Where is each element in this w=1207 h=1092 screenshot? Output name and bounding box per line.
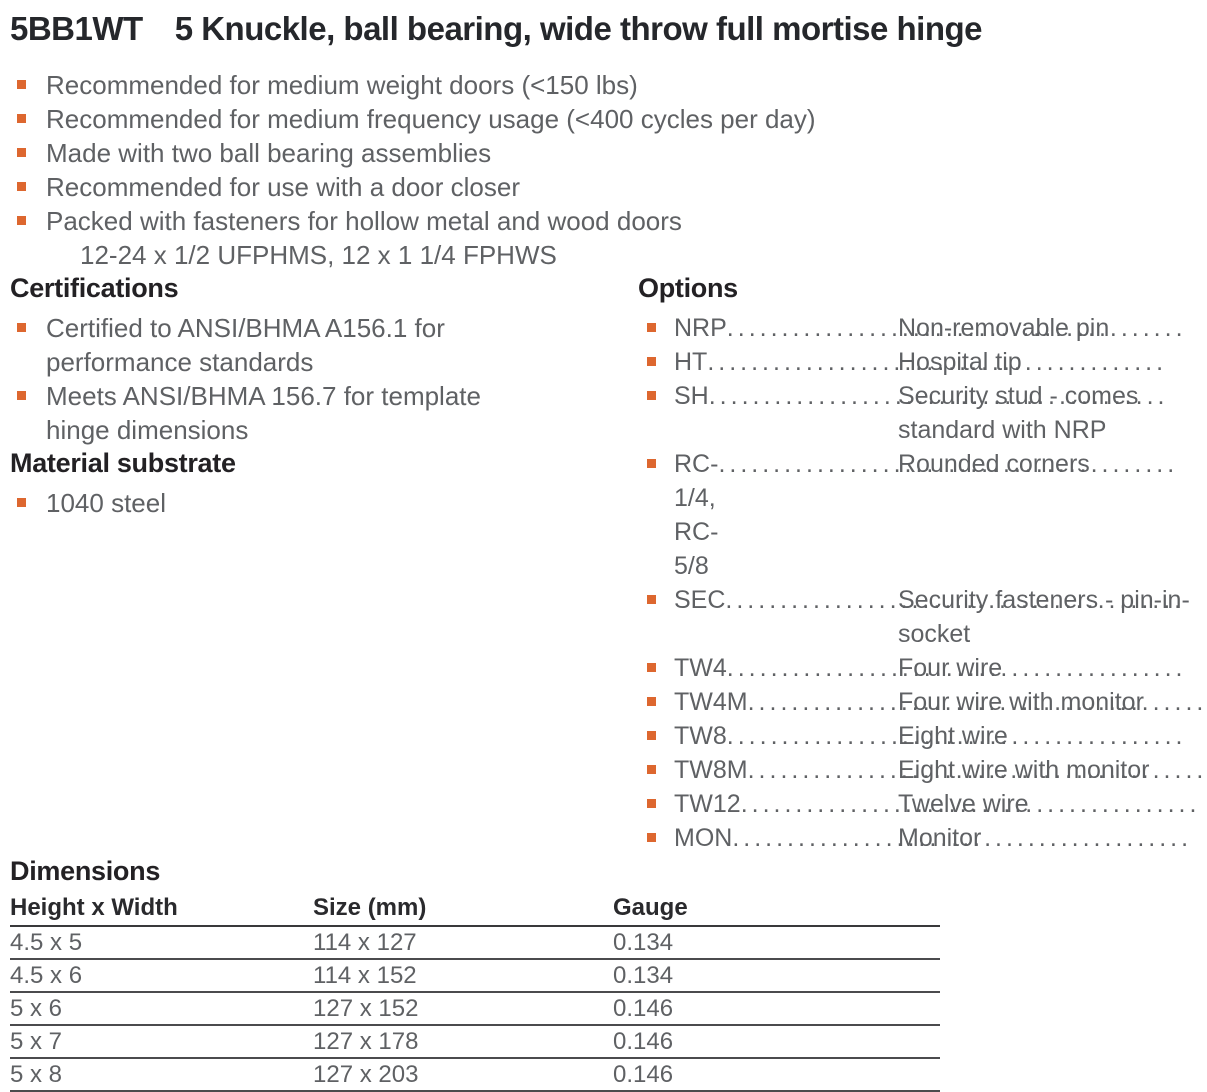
table-cell: 0.146 xyxy=(613,992,940,1025)
bullet-square-icon xyxy=(647,391,656,400)
material-text: 1040 steel xyxy=(46,488,166,518)
table-cell: 0.134 xyxy=(613,926,940,959)
option-description: Monitor xyxy=(898,824,982,852)
feature-text: Recommended for medium frequency usage (<400 cycles per day) xyxy=(46,104,816,134)
feature-text: Made with two ball bearing assemblies xyxy=(46,138,492,168)
option-description: Non-removable pin xyxy=(898,314,1110,342)
material-list xyxy=(10,486,638,520)
bullet-square-icon xyxy=(647,357,656,366)
bullet-square-icon xyxy=(17,182,26,191)
table-cell: 5 x 7 xyxy=(10,1025,313,1058)
option-description: Rounded corners xyxy=(898,450,1090,478)
option-row xyxy=(638,311,1203,345)
bullet-square-icon xyxy=(647,799,656,808)
bullet-square-icon xyxy=(17,216,26,225)
feature-text: Packed with fasteners for hollow metal and wood doors xyxy=(46,206,682,236)
table-header-row xyxy=(10,894,940,926)
option-row xyxy=(638,651,1203,685)
table-row xyxy=(10,992,940,1025)
list-item xyxy=(10,379,638,447)
feature-text: Recommended for use with a door closer xyxy=(46,172,521,202)
table-cell: 5 x 6 xyxy=(10,992,313,1025)
product-name: 5 Knuckle, ball bearing, wide throw full mortise hinge xyxy=(174,10,982,47)
table-cell: 127 x 178 xyxy=(313,1025,613,1058)
bullet-square-icon xyxy=(17,80,26,89)
bullet-square-icon xyxy=(17,498,26,507)
option-description: Four wire with monitor xyxy=(898,688,1144,716)
table-cell: 5 x 8 xyxy=(10,1058,313,1091)
list-item xyxy=(10,170,1200,204)
option-description: Security stud - comes standard with NRP xyxy=(898,382,1139,444)
option-description: Twelve wire xyxy=(898,790,1029,818)
table-row xyxy=(10,926,940,959)
option-code: RC-1/4, RC-5/8 xyxy=(674,450,719,580)
options-heading: Options xyxy=(638,273,738,303)
feature-list xyxy=(10,68,1200,272)
bullet-square-icon xyxy=(17,114,26,123)
option-row xyxy=(638,753,1203,787)
option-description: Eight wire with monitor xyxy=(898,756,1150,784)
option-description: Four wire xyxy=(898,654,1003,682)
bullet-square-icon xyxy=(647,833,656,842)
table-cell: 114 x 152 xyxy=(313,959,613,992)
list-item xyxy=(10,136,1200,170)
options-column xyxy=(638,272,1203,855)
option-code: MON xyxy=(674,824,733,852)
option-code: HT xyxy=(674,348,708,376)
list-item xyxy=(10,204,1200,238)
option-code: TW4 xyxy=(674,654,727,682)
certifications-heading: Certifications xyxy=(10,273,179,303)
dimensions-heading: Dimensions xyxy=(10,856,161,886)
bullet-square-icon xyxy=(647,459,656,468)
dimensions-table xyxy=(10,894,940,1092)
option-row xyxy=(638,345,1203,379)
certification-text: Certified to ANSI/BHMA A156.1 for performance standards xyxy=(46,313,445,377)
column-header: Size (mm) xyxy=(313,894,613,926)
option-code: TW12 xyxy=(674,790,741,818)
bullet-square-icon xyxy=(17,148,26,157)
material-heading: Material substrate xyxy=(10,448,236,478)
column-header: Gauge xyxy=(613,894,940,926)
certifications-list xyxy=(10,311,638,447)
bullet-square-icon xyxy=(647,595,656,604)
option-code: TW4M xyxy=(674,688,748,716)
bullet-square-icon xyxy=(647,765,656,774)
options-list xyxy=(638,311,1203,855)
feature-subtext: 12-24 x 1/2 UFPHMS, 12 x 1 1/4 FPHWS xyxy=(80,240,557,270)
two-column-section xyxy=(10,272,1200,855)
table-row xyxy=(10,959,940,992)
option-row xyxy=(638,447,1203,583)
option-row xyxy=(638,821,1203,855)
option-code: SEC xyxy=(674,586,726,614)
product-code: 5BB1WT xyxy=(10,10,143,47)
table-cell: 127 x 152 xyxy=(313,992,613,1025)
option-code: SH xyxy=(674,382,709,410)
option-code: TW8M xyxy=(674,756,748,784)
table-cell: 0.146 xyxy=(613,1058,940,1091)
feature-text: Recommended for medium weight doors (<150 lbs) xyxy=(46,70,638,100)
certification-text: Meets ANSI/BHMA 156.7 for template hinge dimensions xyxy=(46,381,481,445)
list-item xyxy=(10,68,1200,102)
table-cell: 0.134 xyxy=(613,959,940,992)
bullet-square-icon xyxy=(647,323,656,332)
list-item xyxy=(10,486,638,520)
table-row xyxy=(10,1058,940,1091)
list-item xyxy=(10,311,638,379)
list-item xyxy=(10,102,1200,136)
bullet-square-icon xyxy=(647,731,656,740)
option-row xyxy=(638,583,1203,651)
option-description: Hospital tip xyxy=(898,348,1022,376)
table-cell: 114 x 127 xyxy=(313,926,613,959)
left-column xyxy=(10,272,638,520)
option-row xyxy=(638,685,1203,719)
option-description: Security fasteners - pin-in-socket xyxy=(898,586,1190,648)
bullet-square-icon xyxy=(17,323,26,332)
option-row xyxy=(638,787,1203,821)
option-row xyxy=(638,379,1203,447)
table-cell: 4.5 x 5 xyxy=(10,926,313,959)
bullet-square-icon xyxy=(647,663,656,672)
option-code: NRP xyxy=(674,314,727,342)
table-cell: 4.5 x 6 xyxy=(10,959,313,992)
bullet-square-icon xyxy=(17,391,26,400)
option-description: Eight wire xyxy=(898,722,1008,750)
column-header: Height x Width xyxy=(10,894,313,926)
table-cell: 0.146 xyxy=(613,1025,940,1058)
fastener-note xyxy=(10,238,1200,272)
table-row xyxy=(10,1025,940,1058)
option-code: TW8 xyxy=(674,722,727,750)
option-row xyxy=(638,719,1203,753)
bullet-square-icon xyxy=(647,697,656,706)
page-title xyxy=(10,10,1200,48)
table-cell: 127 x 203 xyxy=(313,1058,613,1091)
